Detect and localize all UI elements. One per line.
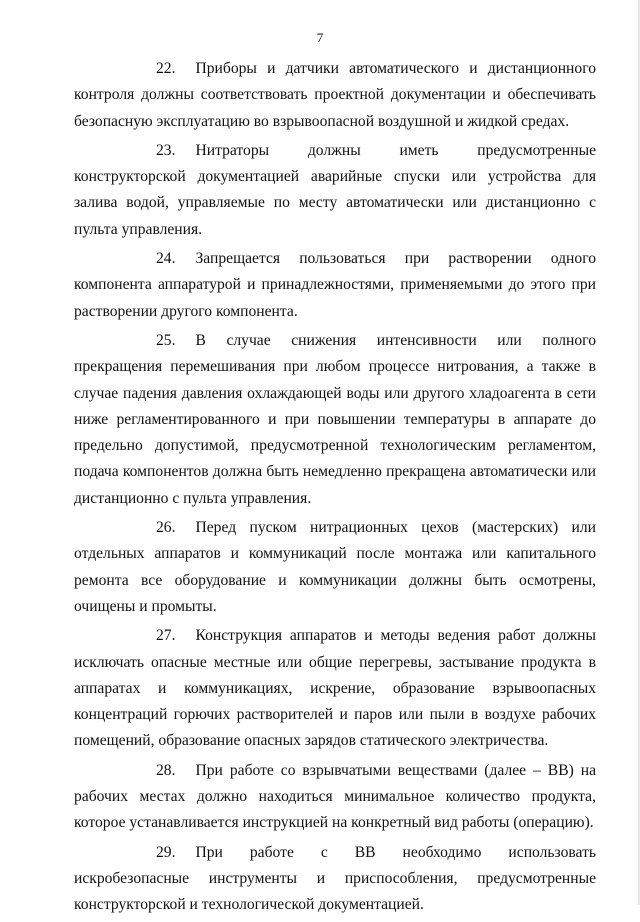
document-body [74, 56, 596, 922]
paragraph-text: При работе с ВВ необходимо использовать искробезопасные инструменты и приспособления, предусмотренные конструкторской и технологической документацией. [74, 843, 596, 914]
paragraph-number: 25. [156, 331, 176, 349]
paragraph-text: Нитраторы должны иметь предусмотренные конструкторской документацией аварийные спуски или устройства для залива водой, управляемые по месту автоматически или дистанционно с пульта управления. [74, 141, 596, 238]
paragraph-number: 27. [156, 627, 176, 645]
paragraph-26 [74, 515, 596, 620]
paragraph-text: При работе со взрывчатыми веществами (далее – ВВ) на рабочих местах должно находиться минимальное количество продукта, которое устанавливается инструкцией на конкретный вид работы (операцию). [74, 761, 596, 832]
paragraph-28 [74, 758, 596, 837]
paragraph-number: 23. [156, 141, 176, 159]
paragraph-22 [74, 56, 596, 135]
paragraph-text: Конструкция аппаратов и методы ведения работ должны исключать опасные местные или общие перегревы, застывание продукта в аппаратах и коммуникациях, искрение, образование взрывоопасных концентраций горючих растворителей и паров или пыли в воздухе рабочих помещений, образование опасных зарядов статического электричества. [74, 627, 596, 750]
paragraph-text: В случае снижения интенсивности или полного прекращения перемешивания при любом процессе нитрования, а также в случае падения давления охлаждающей воды или другого хладоагента в сети ниже регламентированного и при повышении температуры в аппарате до предельно допустимой, предусмотренной технологическим регламентом, подача компонентов должна быть немедленно прекращена автоматически или дистанционно с пульта управления. [74, 331, 596, 507]
paragraph-number: 28. [156, 761, 176, 779]
paragraph-25 [74, 328, 596, 512]
paragraph-24 [74, 246, 596, 325]
paragraph-number: 22. [156, 60, 176, 77]
paragraph-number: 26. [156, 519, 176, 537]
paragraph-27 [74, 623, 596, 754]
paragraph-number: 24. [156, 250, 176, 268]
paragraph-text: Приборы и датчики автоматического и дистанционного контроля должны соответствовать проектной документации и обеспечивать безопасную эксплуатацию во взрывоопасной воздушной и жидкой средах. [74, 60, 596, 130]
paragraph-29 [74, 840, 596, 919]
paragraph-text: Перед пуском нитрационных цехов (мастерских) или отдельных аппаратов и коммуникаций после монтажа или капитального ремонта все оборудование и коммуникации должны быть осмотрены, очищены и промыты. [74, 519, 596, 615]
paragraph-23 [74, 138, 596, 243]
paragraph-text: Запрещается пользоваться при растворении одного компонента аппаратурой и принадлежностями, применяемыми до этого при растворении другого компонента. [74, 250, 596, 320]
paragraph-number: 29. [156, 843, 176, 861]
page-number: 7 [316, 30, 324, 45]
